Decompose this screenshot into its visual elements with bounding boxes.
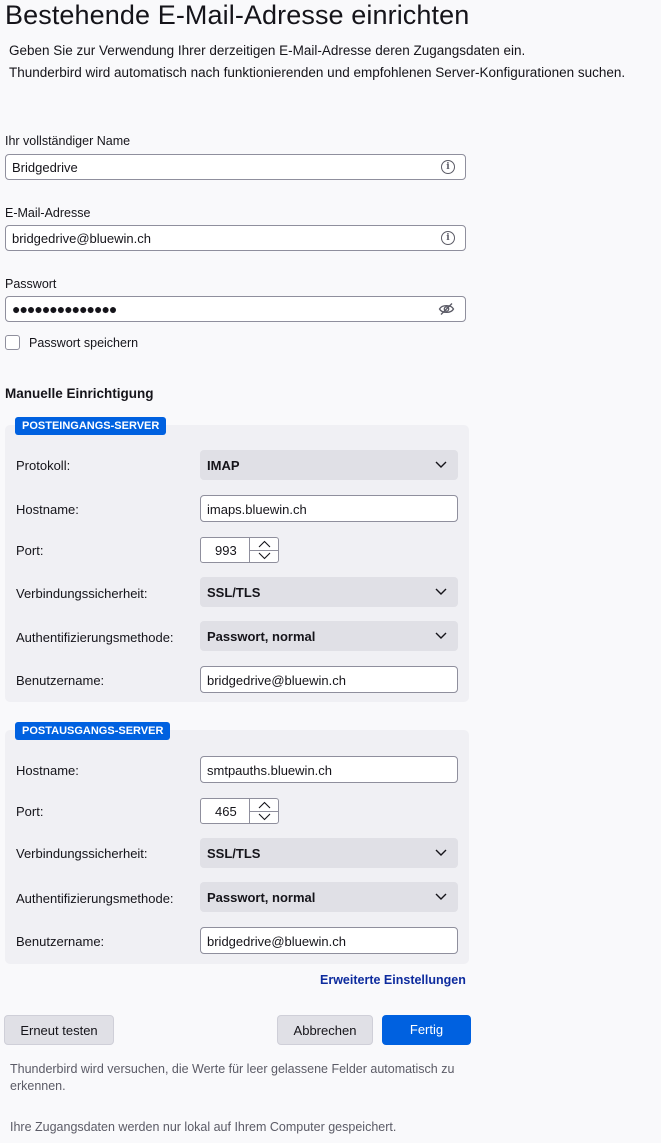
info-icon[interactable]: i: [441, 231, 455, 245]
chevron-down-icon: [435, 847, 447, 857]
outgoing-username-input[interactable]: [200, 927, 458, 954]
protocol-select[interactable]: [200, 450, 458, 480]
incoming-username-input[interactable]: [200, 666, 458, 693]
incoming-auth-select[interactable]: [200, 621, 458, 651]
autodetect-note: Thunderbird wird versuchen, die Werte für leer gelassene Felder automatisch zu erkennen.: [10, 1062, 455, 1093]
chevron-down-icon: [435, 630, 447, 640]
outgoing-auth-label: Authentifizierungsmethode:: [16, 891, 174, 906]
incoming-security-select[interactable]: [200, 577, 458, 607]
incoming-security-label: Verbindungssicherheit:: [16, 586, 148, 601]
chevron-down-icon[interactable]: [250, 550, 279, 562]
incoming-auth-value: Passwort, normal: [207, 629, 316, 644]
incoming-server-badge: POSTEINGANGS-SERVER: [15, 417, 166, 435]
retest-button[interactable]: Erneut testen: [4, 1015, 114, 1045]
eye-slash-icon[interactable]: [438, 302, 455, 316]
email-input[interactable]: [5, 225, 466, 251]
outgoing-security-label: Verbindungssicherheit:: [16, 846, 148, 861]
outgoing-security-value: SSL/TLS: [207, 846, 261, 861]
outgoing-username-label: Benutzername:: [16, 934, 105, 949]
password-value: ●●●●●●●●●●●●●●: [12, 301, 117, 317]
outgoing-auth-select[interactable]: [200, 882, 458, 912]
cancel-button[interactable]: Abbrechen: [277, 1015, 373, 1045]
incoming-auth-label: Authentifizierungsmethode:: [16, 630, 174, 645]
local-storage-note: Ihre Zugangsdaten werden nur lokal auf Ihrem Computer gespeichert.: [10, 1120, 397, 1134]
done-button[interactable]: Fertig: [382, 1015, 471, 1045]
remember-password-checkbox[interactable]: [5, 335, 20, 350]
outgoing-hostname-input[interactable]: [200, 756, 458, 783]
email-value: bridgedrive@bluewin.ch: [12, 231, 151, 246]
incoming-username-label: Benutzername:: [16, 673, 105, 688]
outgoing-auth-value: Passwort, normal: [207, 890, 316, 905]
incoming-security-value: SSL/TLS: [207, 585, 261, 600]
page-title: Bestehende E-Mail-Adresse einrichten: [5, 0, 470, 30]
outgoing-security-select[interactable]: [200, 838, 458, 868]
intro-text-line2: Thunderbird wird automatisch nach funktionierenden und empfohlenen Server-Konfigurationen suchen.: [9, 65, 626, 80]
password-label: Passwort: [5, 277, 57, 291]
incoming-port-stepper[interactable]: [200, 537, 279, 563]
outgoing-server-badge: POSTAUSGANGS-SERVER: [15, 722, 170, 740]
remember-password-label[interactable]: Passwort speichern: [29, 336, 139, 350]
outgoing-port-stepper[interactable]: [200, 798, 279, 824]
outgoing-username-value: bridgedrive@bluewin.ch: [207, 934, 346, 949]
incoming-hostname-label: Hostname:: [16, 502, 79, 517]
incoming-username-value: bridgedrive@bluewin.ch: [207, 673, 346, 688]
protocol-value: IMAP: [207, 458, 240, 473]
intro-text-line1: Geben Sie zur Verwendung Ihrer derzeitigen E-Mail-Adresse deren Zugangsdaten ein.: [9, 43, 526, 58]
chevron-down-icon: [435, 891, 447, 901]
chevron-down-icon: [435, 586, 447, 596]
info-icon[interactable]: i: [441, 160, 455, 174]
outgoing-hostname-label: Hostname:: [16, 763, 79, 778]
chevron-down-icon[interactable]: [250, 811, 279, 823]
incoming-hostname-value: imaps.bluewin.ch: [207, 502, 307, 517]
password-input[interactable]: [5, 296, 466, 322]
outgoing-hostname-value: smtpauths.bluewin.ch: [207, 763, 333, 778]
chevron-down-icon: [435, 459, 447, 469]
protocol-label: Protokoll:: [16, 458, 71, 473]
email-label: E-Mail-Adresse: [5, 206, 91, 220]
outgoing-port-value: 465: [215, 804, 237, 819]
incoming-port-label: Port:: [16, 543, 44, 558]
name-value: Bridgedrive: [12, 160, 78, 175]
incoming-port-value: 993: [215, 543, 237, 558]
name-input[interactable]: [5, 154, 466, 180]
outgoing-port-label: Port:: [16, 804, 44, 819]
name-label: Ihr vollständiger Name: [5, 134, 131, 148]
advanced-settings-link[interactable]: Erweiterte Einstellungen: [320, 973, 466, 987]
incoming-hostname-input[interactable]: [200, 495, 458, 522]
manual-setup-heading: Manuelle Einrichtigung: [5, 386, 154, 401]
